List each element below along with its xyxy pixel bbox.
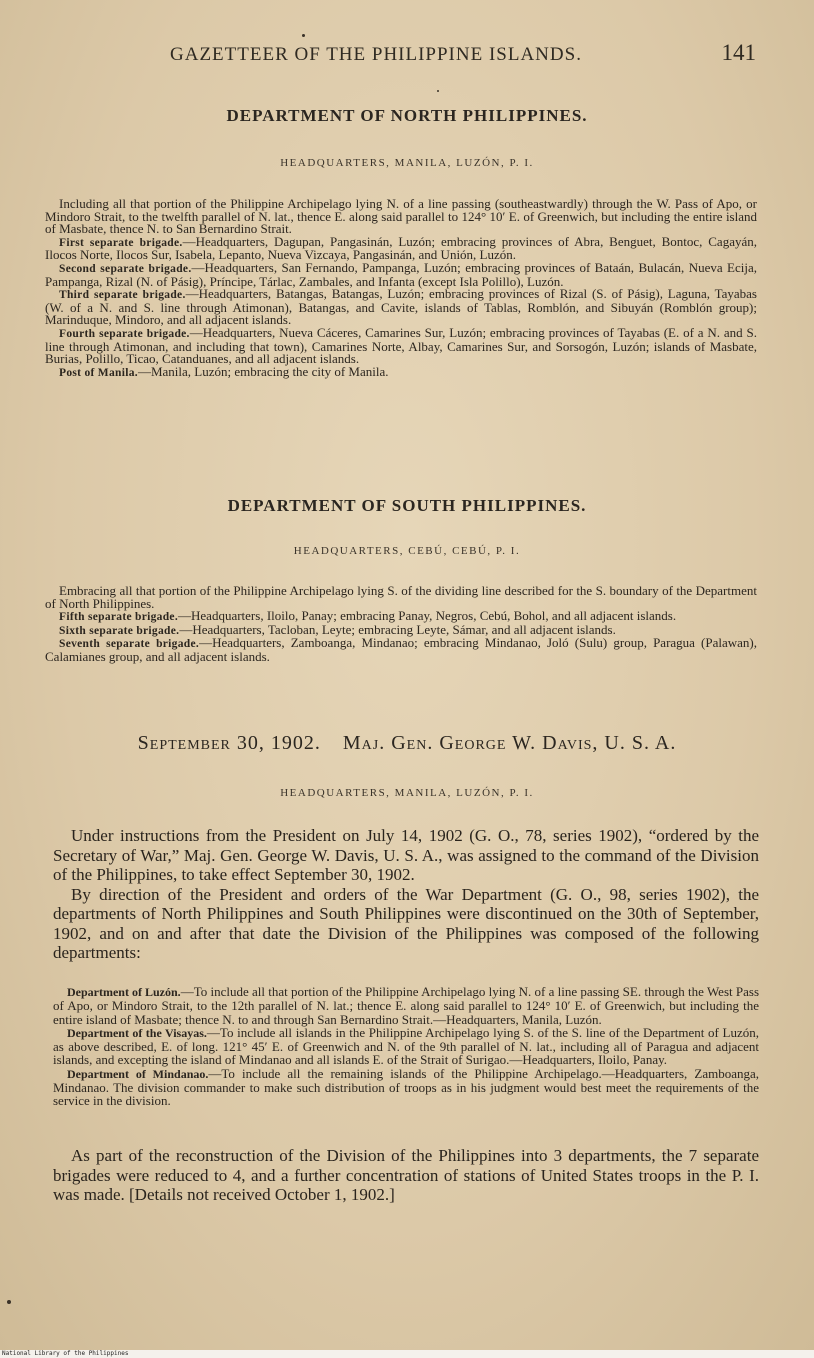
davis-department-entry [53, 1026, 759, 1067]
davis-departments [53, 985, 759, 1108]
north-headquarters: HEADQUARTERS, MANILA, LUZÓN, P. I. [280, 157, 534, 169]
north-entry [45, 324, 757, 367]
entry-label: Department of Mindanao. [67, 1066, 209, 1081]
north-entry [45, 363, 757, 380]
entry-label: Fourth separate brigade. [59, 327, 190, 340]
south-department-text [45, 585, 757, 664]
davis-department-entry [53, 1067, 759, 1108]
entry-text: —Headquarters, Iloilo, Panay; embracing Panay, Negros, Cebú, Bohol, and all adjacent islands. [178, 608, 677, 624]
entry-text: —Headquarters, San Fernando, Pampanga, Luzón; embracing provinces of Bataán, Bulacán, Nueva Ecija, Pampanga, Rizal (N. of Pásig), Príncipe, Tárlac, Zambales, and Infanta (except Isla Polillo), Luzón. [45, 259, 757, 289]
davis-paragraph: By direction of the President and orders of the War Department (G. O., 98, series 1902), the departments of North Philippines and South Philippines were discontinued on the 30th of September, 1902, and on and after that date the Division of the Philippines was composed of the following departments: [53, 884, 759, 962]
command-date: September 30, 1902. [137, 732, 321, 754]
entry-text: —To include all that portion of the Philippine Archipelago lying N. of a line passing SE. through the West Pass of Apo, or Mindoro Strait, to the 12th parallel of N. lat.; thence E. along said parallel to 124° 10′ E. of Greenwich, but including the entire island of Masbate; thence N. to and through San Bernardino Strait.—Headquarters, Manila, Luzón. [53, 984, 760, 1027]
paper-speck [7, 1300, 11, 1304]
entry-text: —To include all the remaining islands of the Philippine Archipelago.—Headquarters, Zamboanga, Mindanao. The division commander to make such distribution of troops as in his judgment would best meet the requirements of the service in the division. [53, 1065, 759, 1109]
south-department-title: DEPARTMENT OF SOUTH PHILIPPINES. [227, 496, 587, 515]
north-entry [45, 288, 757, 327]
running-head-title: GAZETTEER OF THE PHILIPPINE ISLANDS. [170, 44, 582, 65]
entry-text: —Headquarters, Tacloban, Leyte; embracing Leyte, Sámar, and all adjacent islands. [179, 621, 616, 637]
entry-text: —Headquarters, Nueva Cáceres, Camarines Sur, Luzón; embracing provinces of Tayabas (E. of a N. and S. line through Atimonan, and including that town), Camarines Norte, Albay, Camarines Sur, and Sorsogón, Luzón; islands of Masbate, Burias, Polillo, Ticao, Catanduanes, and all adjacent islands. [45, 324, 757, 367]
entry-label: Second separate brigade. [59, 262, 192, 275]
entry-label: Post of Manila. [59, 366, 138, 379]
entry-text: —Manila, Luzón; embracing the city of Manila. [137, 363, 389, 379]
north-department-text [45, 198, 757, 379]
davis-paragraph: Under instructions from the President on July 14, 1902 (G. O., 78, series 1902), “ordered by the Secretary of War,” Maj. Gen. George W. Davis, U. S. A., was assigned to the command of the Division of the Philippines, to take effect September 30, 1902. [53, 826, 759, 884]
entry-text: —Headquarters, Zamboanga, Mindanao; embracing Mindanao, Joló (Sulu) group, Paragua (Palawan), Calamianes group, and all adjacent islands. [45, 635, 758, 664]
entry-label: Sixth separate brigade. [59, 624, 180, 637]
davis-paragraphs [53, 826, 759, 963]
south-intro: Embracing all that portion of the Philippine Archipelago lying S. of the dividing line described for the S. boundary of the Department of North Philippines. [45, 583, 757, 611]
entry-text: —Headquarters, Dagupan, Pangasinán, Luzón; embracing provinces of Abra, Benguet, Bontoc, Cagayán, Ilocos Norte, Ilocos Sur, Isabela, Lepanto, Nueva Vizcaya, Pangasinán, and Unión, Luzón. [45, 233, 757, 263]
north-intro: Including all that portion of the Philippine Archipelago lying N. of a line passing (southeastwardly) through the W. Pass of Apo, or Mindoro Strait, to the twelfth parallel of N. lat., thence E. along said parallel to 124° 10′ E. of Greenwich, but including the entire island of Masbate, thence N. to San Bernardino Strait. [45, 196, 757, 237]
command-heading [0, 732, 814, 755]
south-headquarters: HEADQUARTERS, CEBÚ, CEBÚ, P. I. [293, 545, 521, 557]
north-entry [45, 233, 757, 263]
page-number: 141 [721, 40, 756, 65]
north-department-title: DEPARTMENT OF NORTH PHILIPPINES. [226, 106, 588, 125]
entry-label: Fifth separate brigade. [59, 611, 179, 624]
paper-speck [302, 34, 305, 37]
davis-headquarters: HEADQUARTERS, MANILA, LUZÓN, P. I. [280, 787, 534, 799]
entry-label: Department of the Visayas. [67, 1025, 207, 1040]
entry-label: Third separate brigade. [59, 289, 186, 302]
entry-text: —Headquarters, Batangas, Batangas, Luzón; embracing provinces of Rizal (S. of Pásig), Laguna, Tayabas (W. of a N. and S. line through Atimonan), Batangas, and Cavite, islands of Tablas, Romblón, and Sibuyán (Romblón group); Marinduque, Mindoro, and all adjacent islands. [45, 286, 757, 328]
south-entry [45, 637, 757, 663]
running-head [170, 40, 756, 70]
closing-paragraph-block [53, 1146, 759, 1205]
entry-text: —To include all islands in the Philippine Archipelago lying S. of the S. line of the Department of Luzón, as above described, E. of long. 121° 45′ E. of Greenwich and N. of the 9th parallel of N. lat., including all of Paragua and adjacent islands, and excepting the island of Mindanao and all islands E. of the Strait of Surigao.—Headquarters, Iloilo, Panay. [53, 1024, 759, 1068]
entry-label: Seventh separate brigade. [59, 638, 200, 651]
entry-label: First separate brigade. [59, 236, 183, 249]
paper-speck [437, 90, 439, 92]
north-entry [45, 259, 757, 289]
command-commander: Maj. Gen. George W. Davis, U. S. A. [342, 732, 677, 754]
library-footer: National Library of the Philippines [0, 1350, 814, 1358]
davis-department-entry [53, 985, 759, 1026]
entry-label: Department of Luzón. [67, 985, 181, 999]
closing-paragraph: As part of the reconstruction of the Division of the Philippines into 3 departments, the 7 separate brigades were reduced to 4, and a further concentration of stations of United States troops in the P. I. was made. [Details not received October 1, 1902.] [53, 1146, 759, 1204]
